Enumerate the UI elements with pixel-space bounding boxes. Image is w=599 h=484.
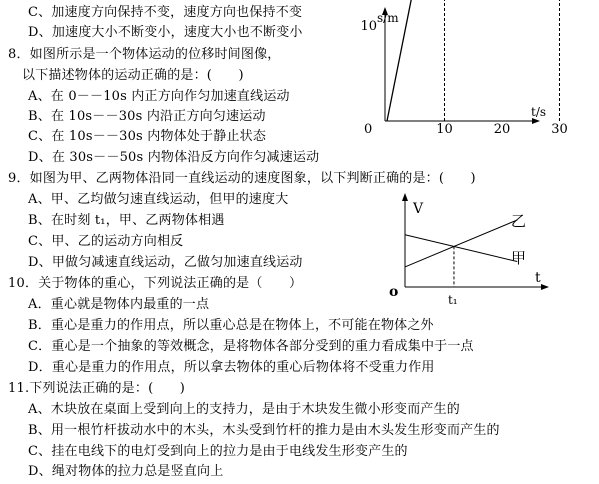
y-axis-label: s/m xyxy=(377,11,399,25)
q8-stem-line1: 8．如图所示是一个物体运动的位移时间图像， xyxy=(8,47,281,62)
q9-option-c: C、甲、乙的运动方向相反 xyxy=(28,234,184,249)
q8-option-d: D、在 30s－－50s 内物体沿反方向作匀减速运动 xyxy=(28,150,320,165)
q10-option-c: C．重心是一个抽象的等效概念，是将物体各部分受到的重力看成集中于一点 xyxy=(28,339,474,354)
y-axis-arrow xyxy=(402,193,408,201)
q10-option-d: D．重心是重力的作用点，所以拿去物体的重心后物体将不受重力作用 xyxy=(28,360,435,375)
q7-option-d: D、加速度大小不断变小，速度大小也不断变小 xyxy=(28,25,303,40)
q9-option-d: D、甲做匀减速直线运动，乙做匀加速直线运动 xyxy=(28,255,303,270)
y-axis-label: V xyxy=(413,201,424,217)
origin-label: 0 xyxy=(364,122,373,137)
q8-option-b: B、在 10s－－30s 内沿正方向匀速运动 xyxy=(28,109,266,124)
series-line-yi xyxy=(405,220,517,267)
x-tick-label: 20 xyxy=(493,122,511,137)
q9-option-a: A、甲、乙均做匀速直线运动，但甲的速度大 xyxy=(28,192,289,207)
x-tick-label: 10 xyxy=(436,122,453,137)
series-line-jia xyxy=(405,235,517,262)
q9-option-b: B、在时刻 t₁，甲、乙两物体相遇 xyxy=(28,213,225,228)
q9-stem: 9．如图为甲、乙两物体沿同一直线运动的速度图象，以下判断正确的是：( ) xyxy=(8,171,476,186)
q10-option-a: A．重心就是物体内最重的一点 xyxy=(28,297,210,312)
x-tick-label: t₁ xyxy=(447,293,458,307)
x-axis-label: t xyxy=(535,270,541,286)
q11-option-b: B、用一根竹杆拔动水中的木头，木头受到竹杆的推力是由木头发生形变而产生的 xyxy=(28,423,500,438)
x-axis-label: t/s xyxy=(531,105,547,119)
q11-option-c: C、挂在电线下的电灯受到向上的拉力是由于电线发生形变产生的 xyxy=(28,444,408,459)
q11-option-d: D、绳对物体的拉力总是竖直向上 xyxy=(28,464,224,479)
q11-option-a: A、木块放在桌面上受到向上的支持力，是由于木块发生微小形变而产生的 xyxy=(28,402,460,417)
q8-option-c: C、在 10s－－30s 内物体处于静止状态 xyxy=(28,129,267,144)
y-tick-label: 10 xyxy=(360,19,377,34)
q10-option-b: B．重心是重力的作用点，所以重心总是在物体上，不可能在物体之外 xyxy=(28,318,434,333)
q8-stem-line2: 以下描述物体的运动正确的是：( ) xyxy=(22,68,244,83)
q7-option-c: C、加速度方向保持不变，速度方向也保持不变 xyxy=(28,5,303,20)
q8-option-a: A、在 0－－10s 内正方向作匀加速直线运动 xyxy=(28,89,290,104)
series-label-yi: 乙 xyxy=(511,212,527,230)
q11-stem: 11.下列说法正确的是：( ) xyxy=(8,381,186,396)
x-tick-label: 30 xyxy=(551,122,568,137)
series-label-jia: 甲 xyxy=(511,249,527,267)
origin-label: o xyxy=(389,284,399,300)
x-axis-arrow xyxy=(541,284,549,290)
q10-stem: 10．关于物体的重心，下列说法正确的是（ ） xyxy=(8,276,303,291)
